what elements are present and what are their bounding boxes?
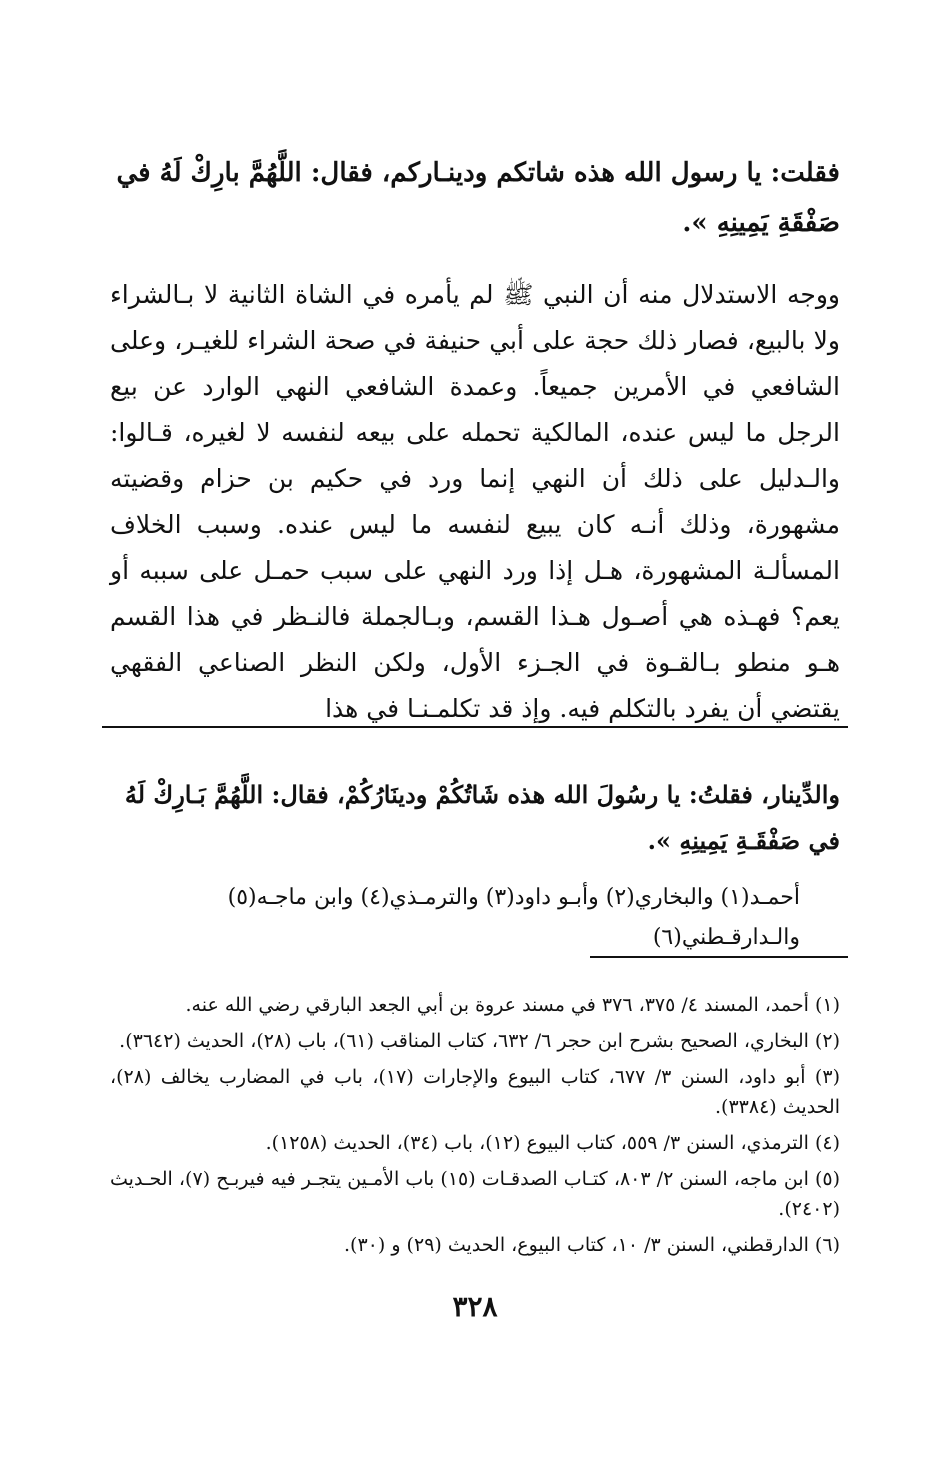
page-number: ٣٢٨ — [452, 1290, 498, 1323]
footnote-item: (٦) الدارقطني، السنن ٣/ ١٠، كتاب البيوع، الحديث (٢٩) و (٣٠). — [344, 1234, 840, 1256]
narrators-line: أحمـد(١) والبخاري(٢) وأبـو داود(٣) والترمـذي(٤) وابن ماجـه(٥) والـدارقـطني(٦) — [227, 885, 800, 950]
footnote-item: (٢) البخاري، الصحيح بشرح ابن حجر ٦/ ٦٣٢، كتاب المناقب (٦١)، باب (٢٨)، الحديث (٣٦٤٢). — [119, 1030, 840, 1052]
footnote-separator — [590, 956, 848, 958]
separator-rule — [102, 726, 848, 728]
footnotes-list — [110, 990, 840, 1266]
hadith-quote-top: فقلت: يا رسول الله هذه شاتكم ودينـاركم، فقال: اللَّهُمَّ بارِكْ لَهُ في صَفْقَةِ يَمِينِهِ ». — [116, 158, 840, 238]
hadith-quote-note: والدِّينار، فقلتُ: يا رسُولَ الله هذه شَاتُكُمْ ودينَارُكُمْ، فقال: اللَّهُمَّ بَـارِكْ لَهُ في صَفْقَـةِ يَمِينِهِ ». — [124, 780, 840, 855]
footnote-item: (٣) أبو داود، السنن ٣/ ٦٧٧، كتاب البيوع والإجارات (١٧)، باب في المضارب يخالف (٢٨)، الحديث (٣٣٨٤). — [110, 1066, 840, 1118]
main-paragraph: ووجه الاستدلال منه أن النبي ﷺ لم يأمره في الشاة الثانية لا بـالشراء ولا بالبيع، فصار ذلك حجة على أبي حنيفة في صحة الشراء للغيـر، وعلى الشافعي في الأمرين جميعاً. وعمدة الشافعي النهي الوارد عن بيع الرجل ما ليس عنده، المالكية تحمله على بيعه لنفسه لا لغيره، قـالوا: والـدليل على ذلك أن النهي إنما ورد في حكيم بن حزام وقضيته مشهورة، وذلك أنـه كان يبيع لنفسه ما ليس عنده. وسبب الخلاف المسألـة المشهورة، هـل إذا ورد النهي على سبب حمـل على سببه أو يعم؟ فهـذه هي أصـول هـذا القسم، وبـالجملة فالنـظر في هذا القسم هـو منطو بـالقـوة في الجـزء الأول، ولكن النظر الصناعي الفقهي يقتضي أن يفرد بالتكلم فيه. وإذ قد تكلمـنـا في هذا — [110, 280, 840, 723]
footnote-item: (٥) ابن ماجه، السنن ٢/ ٨٠٣، كتـاب الصدقـات (١٥) باب الأمـين يتجـر فيه فيربـح (٧)، الحـديث (٢٤٠٢). — [110, 1168, 840, 1220]
footnote-item: (٤) الترمذي، السنن ٣/ ٥٥٩، كتاب البيوع (١٢)، باب (٣٤)، الحديث (١٢٥٨). — [265, 1132, 840, 1154]
footnote-item: (١) أحمد، المسند ٤/ ٣٧٥، ٣٧٦ في مسند عروة بن أبي الجعد البارقي رضي الله عنه. — [185, 994, 840, 1016]
